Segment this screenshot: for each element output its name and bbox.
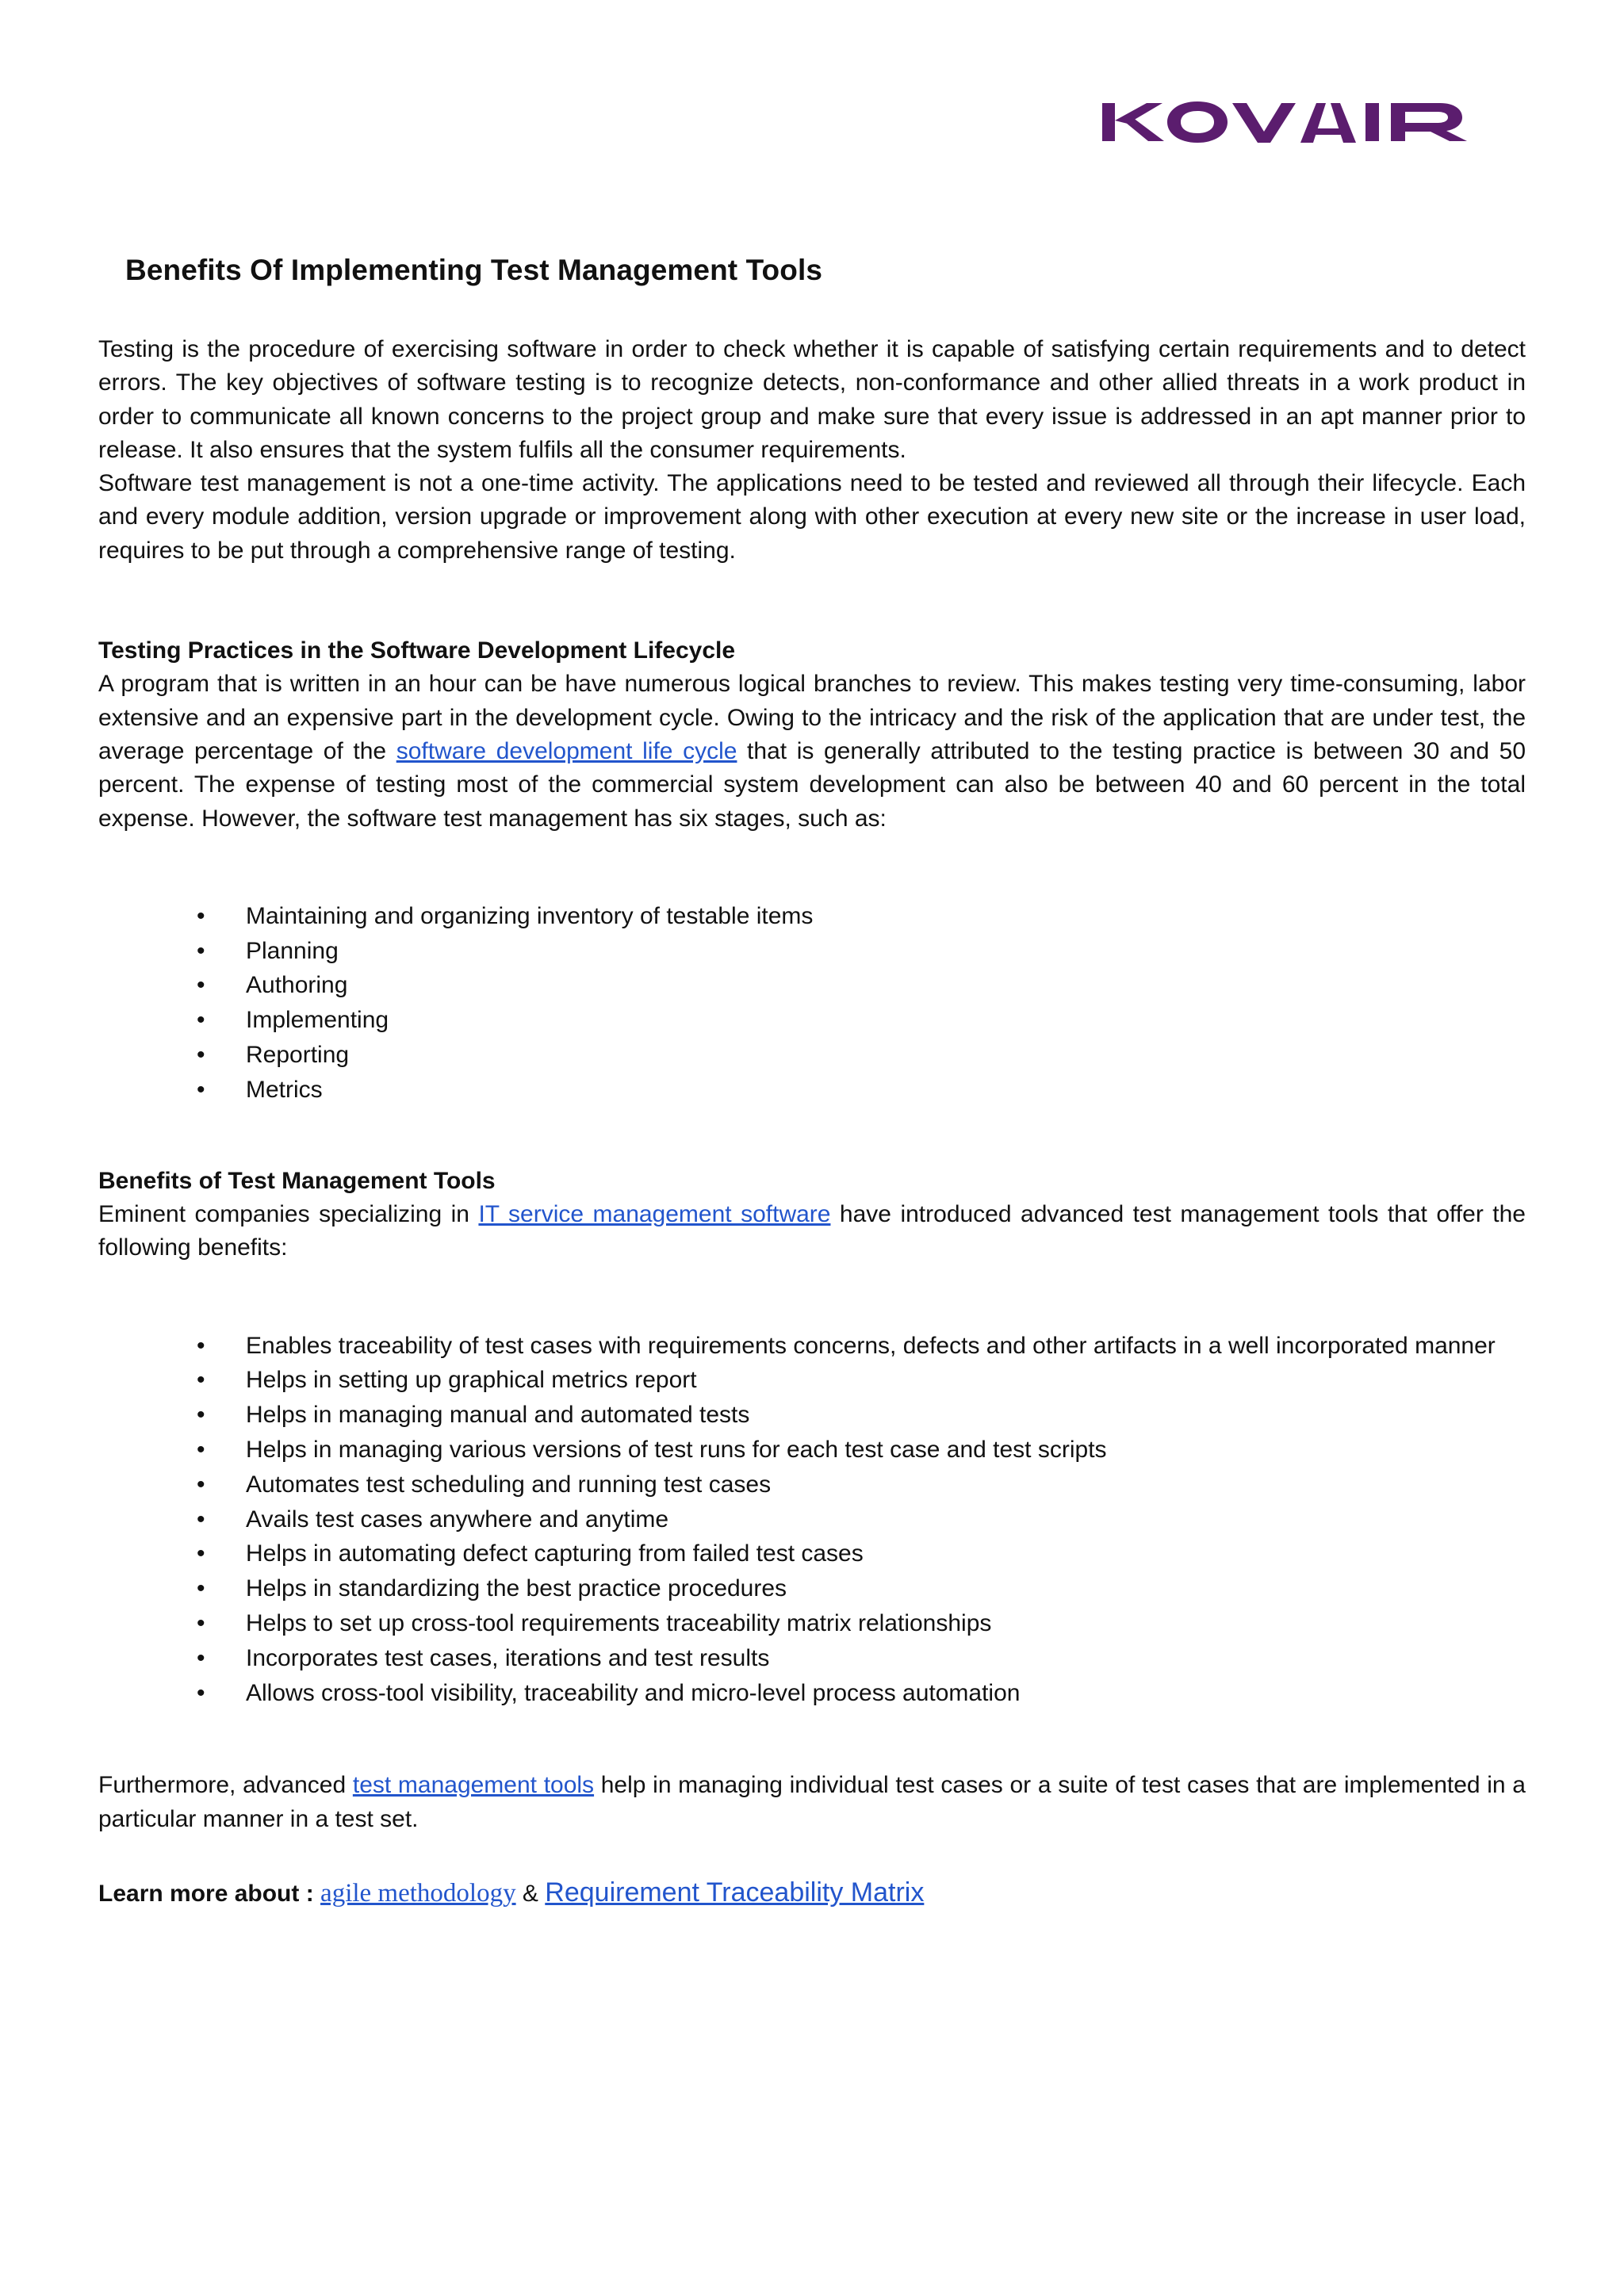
kovair-logo — [1101, 100, 1489, 144]
learn-more-label: Learn more about : — [98, 1880, 314, 1907]
list-item: • Enables traceability of test cases with requirements concerns, defects and other artifacts in a well incorporated manner — [246, 1329, 1526, 1364]
paragraph-text: that is generally attributed to the testing practice is between 30 and 50 percent. The expense of testing most of the commercial system development can also be between 40 and 60 percent in the total expense. However, the software test management has six stages, such as: — [98, 737, 1526, 832]
list-item: • Helps in standardizing the best practice procedures — [246, 1571, 1526, 1606]
paragraph-text: Eminent companies specializing in — [98, 1200, 479, 1227]
paragraph-text: A program that is written in an hour can be have numerous logical branches to review. This makes testing very time-consuming, labor extensive and an expensive part in the development cycle. Owing to the intricacy and the risk of the application that are under test, the average percentage of the — [98, 671, 1526, 764]
list-item: • Implementing — [246, 1003, 1526, 1038]
requirement-traceability-matrix-link[interactable]: Requirement Traceability Matrix — [545, 1877, 925, 1908]
kovair-logo-graphic — [1101, 100, 1489, 144]
agile-methodology-link[interactable]: agile methodology — [320, 1878, 516, 1908]
section-heading-testing-practices: Testing Practices in the Software Development Lifecycle — [98, 637, 736, 664]
closing-paragraph — [98, 1769, 1526, 1836]
list-item: • Helps in managing various versions of test runs for each test case and test scripts — [246, 1433, 1526, 1468]
link-separator: & — [515, 1880, 546, 1907]
benefits-list — [98, 1329, 1526, 1711]
list-item: • Automates test scheduling and running test cases — [246, 1468, 1526, 1502]
intro-paragraph-2: Software test management is not a one-time activity. The applications need to be tested and reviewed all through their lifecycle. Each and every module addition, version upgrade or improvement along with other execution at every new site or the increase in user load, requires to be put through a comprehensive range of testing. — [98, 470, 1526, 564]
document-body — [98, 333, 1526, 1911]
list-item: • Helps to set up cross-tool requirements traceability matrix relationships — [246, 1606, 1526, 1641]
paragraph-text: have introduced advanced test management tools that offer the following benefits: — [98, 1200, 1526, 1261]
learn-more-line — [98, 1876, 1526, 1911]
list-item: • Helps in setting up graphical metrics report — [246, 1363, 1526, 1398]
list-item: • Helps in automating defect capturing from failed test cases — [246, 1536, 1526, 1571]
list-item: • Metrics — [246, 1073, 1526, 1108]
it-service-management-link[interactable]: IT service management software — [478, 1200, 831, 1227]
list-item: • Maintaining and organizing inventory of testable items — [246, 899, 1526, 934]
paragraph-text: help in managing individual test cases or a suite of test cases that are implemented in a particular manner in a test set. — [98, 1772, 1526, 1832]
paragraph-text: Furthermore, advanced — [98, 1772, 353, 1799]
list-item: • Incorporates test cases, iterations and test results — [246, 1641, 1526, 1676]
test-management-tools-link[interactable]: test management tools — [352, 1772, 595, 1799]
list-item: • Helps in managing manual and automated tests — [246, 1398, 1526, 1433]
list-item: • Avails test cases anywhere and anytime — [246, 1502, 1526, 1537]
testing-practices-paragraph — [98, 668, 1526, 835]
benefits-intro-paragraph — [98, 1198, 1526, 1265]
intro-paragraph-1: Testing is the procedure of exercising software in order to check whether it is capable of satisfying certain requirements and to detect errors. The key objectives of software testing is to recognize detects, non-conformance and other allied threats in a work product in order to communicate all known concerns to the project group and make sure that every issue is addressed in an apt manner prior to release. It also ensures that the system fulfils all the consumer requirements. — [98, 336, 1526, 463]
list-item: • Reporting — [246, 1038, 1526, 1073]
sdlc-link[interactable]: software development life cycle — [396, 737, 737, 764]
list-item: • Allows cross-tool visibility, traceability and micro-level process automation — [246, 1676, 1526, 1711]
page-title: Benefits Of Implementing Test Management Tools — [125, 254, 822, 286]
test-stages-list — [98, 899, 1526, 1108]
section-heading-benefits: Benefits of Test Management Tools — [98, 1167, 496, 1194]
list-item: • Authoring — [246, 968, 1526, 1003]
list-item: • Planning — [246, 934, 1526, 969]
